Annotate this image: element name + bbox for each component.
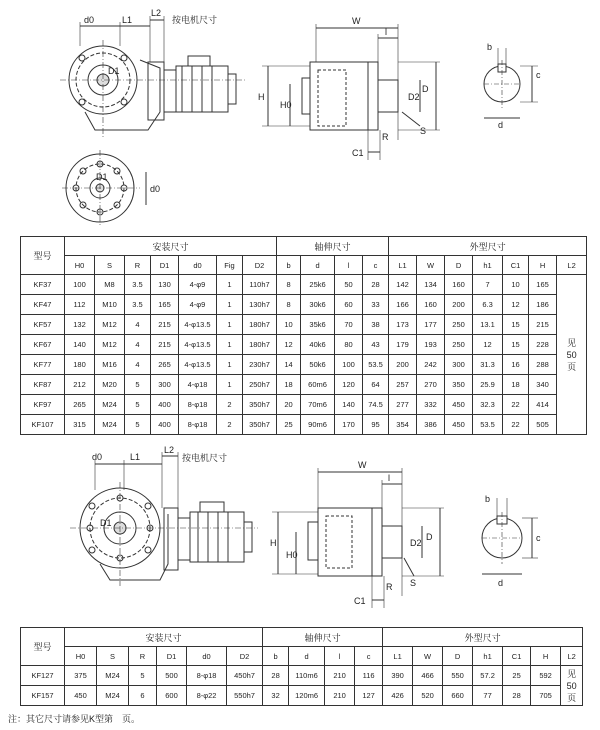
label-d0-2: d0 [92, 452, 103, 462]
table-cell: 28 [503, 686, 531, 706]
label-l: l [385, 27, 387, 37]
table-cell: 265 [151, 355, 179, 375]
table-row [21, 686, 583, 706]
table-cell: 414 [529, 395, 557, 415]
column-header: d0 [179, 256, 217, 275]
table-cell: 505 [529, 415, 557, 435]
table-cell: 332 [417, 395, 445, 415]
model-cell: KF107 [21, 415, 65, 435]
column-header: H0 [65, 647, 97, 666]
table-cell: 60m6 [301, 375, 335, 395]
table-cell: 25 [277, 415, 301, 435]
label-per-motor-2: 按电机尺寸 [182, 453, 228, 463]
table-cell: 300 [151, 375, 179, 395]
table-cell: 426 [383, 686, 413, 706]
table-cell: 100 [65, 275, 95, 295]
table-cell: 450h7 [227, 666, 263, 686]
table-cell: 4 [125, 335, 151, 355]
table-cell: 25 [503, 666, 531, 686]
label-b: b [487, 42, 493, 52]
table-cell: 53.5 [473, 415, 503, 435]
table-cell: 212 [65, 375, 95, 395]
header-outline: 外型尺寸 [389, 237, 587, 256]
table-cell: 250 [445, 335, 473, 355]
header-model-2: 型号 [21, 628, 65, 666]
table-cell: 38 [363, 315, 389, 335]
table-cell: 140 [65, 335, 95, 355]
table-cell: 250 [445, 315, 473, 335]
table-cell: 520 [413, 686, 443, 706]
table-cell: 1 [217, 275, 243, 295]
top-drawing [0, 0, 600, 232]
column-header: d [301, 256, 335, 275]
table-cell: 74.5 [363, 395, 389, 415]
table-cell: 166 [389, 295, 417, 315]
table-cell: 43 [363, 335, 389, 355]
column-header: h1 [473, 647, 503, 666]
label-d-2: d [498, 578, 504, 588]
table-cell: M16 [95, 355, 125, 375]
table-cell: 14 [277, 355, 301, 375]
table-cell: 28 [363, 275, 389, 295]
label-c-2: c [536, 533, 541, 543]
table-cell: 1 [217, 315, 243, 335]
table-row [21, 275, 587, 295]
table-cell: 592 [531, 666, 561, 686]
table-cell: 25k6 [301, 275, 335, 295]
table-cell: 180 [65, 355, 95, 375]
label-d0: d0 [84, 15, 95, 25]
column-header: c [355, 647, 383, 666]
label-W-2: W [358, 460, 367, 470]
table-cell: 10 [277, 315, 301, 335]
table-cell: 2 [217, 395, 243, 415]
label-R-2: R [386, 582, 393, 592]
column-header: C1 [503, 647, 531, 666]
table-cell: 15 [503, 335, 529, 355]
table-cell: 350 [445, 375, 473, 395]
column-header: c [363, 256, 389, 275]
table-cell: 130 [151, 275, 179, 295]
table-cell: 180h7 [243, 335, 277, 355]
table-cell: 5 [125, 375, 151, 395]
table-cell: 265 [65, 395, 95, 415]
table-cell: 28 [263, 666, 289, 686]
column-header: h1 [473, 256, 503, 275]
bottom-drawing-svg [0, 446, 600, 622]
table-cell: M24 [97, 686, 129, 706]
table-row [21, 395, 587, 415]
model-cell: KF67 [21, 335, 65, 355]
table-cell: 40k6 [301, 335, 335, 355]
table-cell: 160 [445, 275, 473, 295]
table-cell: 25.9 [473, 375, 503, 395]
header-mounting: 安装尺寸 [65, 237, 277, 256]
table-cell: 12 [473, 335, 503, 355]
column-header: L2 [561, 647, 583, 666]
label-H-2: H [270, 538, 277, 548]
table-cell: 180h7 [243, 315, 277, 335]
table-cell: 20 [277, 395, 301, 415]
table-cell: 165 [529, 275, 557, 295]
label-D1: D1 [108, 66, 120, 76]
table-cell: 228 [529, 335, 557, 355]
label-R: R [382, 132, 389, 142]
table-cell: M12 [95, 335, 125, 355]
top-drawing-svg [0, 0, 600, 232]
table-cell: 170 [335, 415, 363, 435]
table-cell: 50 [335, 275, 363, 295]
table-cell: 340 [529, 375, 557, 395]
column-header: b [263, 647, 289, 666]
table-cell: 215 [151, 315, 179, 335]
table-cell: 215 [529, 315, 557, 335]
table-cell: M24 [95, 395, 125, 415]
table-cell: 230h7 [243, 355, 277, 375]
table-cell: 8-φ18 [179, 415, 217, 435]
label-L1: L1 [122, 15, 133, 25]
table-cell: 110m6 [289, 666, 325, 686]
table-cell: 15 [503, 315, 529, 335]
table-cell: 5 [125, 395, 151, 415]
table-cell: 77 [473, 686, 503, 706]
table-cell: M8 [95, 275, 125, 295]
column-header: Fig [217, 256, 243, 275]
table-cell: 315 [65, 415, 95, 435]
table-cell: 6 [129, 686, 157, 706]
model-cell: KF57 [21, 315, 65, 335]
bottom-drawing [0, 446, 600, 622]
label-d: d [498, 120, 504, 130]
table-cell: 4 [125, 355, 151, 375]
column-header: W [413, 647, 443, 666]
table-cell: 1 [217, 335, 243, 355]
table-cell: 4-φ9 [179, 275, 217, 295]
see-page-note: 见 50 页 [557, 275, 587, 435]
column-header: C1 [503, 256, 529, 275]
table-cell: 400 [151, 415, 179, 435]
table-cell: 242 [417, 355, 445, 375]
label-H0: H0 [280, 100, 292, 110]
header-shaft-2: 轴伸尺寸 [263, 628, 383, 647]
column-header: D2 [243, 256, 277, 275]
table-cell: 60 [335, 295, 363, 315]
see-page-note: 见 50 页 [561, 666, 583, 706]
table-cell: 132 [65, 315, 95, 335]
table-cell: M12 [95, 315, 125, 335]
table-cell: 400 [151, 395, 179, 415]
table-cell: 660 [443, 686, 473, 706]
table-cell: 5 [125, 415, 151, 435]
column-header: L1 [383, 647, 413, 666]
table-cell: 4-φ9 [179, 295, 217, 315]
label-l-2: l [388, 473, 390, 483]
table-cell: 200 [445, 295, 473, 315]
table-cell: 134 [417, 275, 445, 295]
label-S-2: S [410, 578, 417, 588]
label-H: H [258, 92, 265, 102]
table-cell: 179 [389, 335, 417, 355]
table-cell: 142 [389, 275, 417, 295]
table-cell: 386 [417, 415, 445, 435]
header-mounting-2: 安装尺寸 [65, 628, 263, 647]
table-cell: 70m6 [301, 395, 335, 415]
table-row [21, 415, 587, 435]
model-cell: KF157 [21, 686, 65, 706]
table-cell: 165 [151, 295, 179, 315]
table-cell: 4-φ13.5 [179, 335, 217, 355]
table-cell: 10 [503, 275, 529, 295]
table-cell: 13.1 [473, 315, 503, 335]
table-cell: 8 [277, 275, 301, 295]
column-header: D [445, 256, 473, 275]
table-cell: 354 [389, 415, 417, 435]
table-cell: 186 [529, 295, 557, 315]
table-cell: 127 [355, 686, 383, 706]
column-header: b [277, 256, 301, 275]
table-cell: 112 [65, 295, 95, 315]
label-per-motor: 按电机尺寸 [172, 15, 218, 25]
column-header: S [97, 647, 129, 666]
label-D1-flange: D1 [96, 172, 108, 182]
table-row [21, 315, 587, 335]
table-cell: 215 [151, 335, 179, 355]
table-cell: 22 [503, 395, 529, 415]
table-row [21, 335, 587, 355]
table-cell: 12 [503, 295, 529, 315]
column-header: d0 [187, 647, 227, 666]
table-cell: 210 [325, 666, 355, 686]
column-header: W [417, 256, 445, 275]
table-cell: 250h7 [243, 375, 277, 395]
table-cell: 22 [503, 415, 529, 435]
table-cell: 18 [503, 375, 529, 395]
table-cell: M20 [95, 375, 125, 395]
table-cell: M24 [95, 415, 125, 435]
table-cell: 288 [529, 355, 557, 375]
label-b-2: b [485, 494, 491, 504]
label-S: S [420, 126, 427, 136]
column-header: l [325, 647, 355, 666]
table-cell: 4 [125, 315, 151, 335]
table-cell: 2 [217, 415, 243, 435]
label-W: W [352, 16, 361, 26]
spec-table-1 [20, 236, 587, 435]
model-cell: KF37 [21, 275, 65, 295]
label-d0-flange: d0 [150, 184, 161, 194]
table-cell: 300 [445, 355, 473, 375]
table-cell: 130h7 [243, 295, 277, 315]
table-row [21, 375, 587, 395]
model-cell: KF127 [21, 666, 65, 686]
column-header: D1 [151, 256, 179, 275]
table-cell: 57.2 [473, 666, 503, 686]
label-C1-2: C1 [354, 596, 366, 606]
table-cell: 100 [335, 355, 363, 375]
table-cell: 140 [335, 395, 363, 415]
table-cell: 210 [325, 686, 355, 706]
column-header: D2 [227, 647, 263, 666]
table-cell: 375 [65, 666, 97, 686]
table-cell: 350h7 [243, 415, 277, 435]
table-cell: 277 [389, 395, 417, 415]
table-cell: 35k6 [301, 315, 335, 335]
table-cell: 550h7 [227, 686, 263, 706]
label-C1: C1 [352, 148, 364, 158]
label-D1-2: D1 [100, 518, 112, 528]
table-cell: 4-φ18 [179, 375, 217, 395]
table-cell: 3.5 [125, 295, 151, 315]
table-cell: 64 [363, 375, 389, 395]
table-cell: 32.3 [473, 395, 503, 415]
column-header: H [531, 647, 561, 666]
table-cell: 705 [531, 686, 561, 706]
column-header: H0 [65, 256, 95, 275]
table-cell: 450 [445, 415, 473, 435]
table-cell: 350h7 [243, 395, 277, 415]
column-header: S [95, 256, 125, 275]
table-cell: 160 [417, 295, 445, 315]
table-cell: 16 [503, 355, 529, 375]
label-L2-2: L2 [164, 446, 175, 455]
spec-table-2 [20, 627, 583, 706]
table-cell: 500 [157, 666, 187, 686]
table-cell: 600 [157, 686, 187, 706]
table-cell: 550 [443, 666, 473, 686]
table-cell: M10 [95, 295, 125, 315]
table-cell: 53.5 [363, 355, 389, 375]
table-cell: 8-φ18 [187, 666, 227, 686]
table-cell: 31.3 [473, 355, 503, 375]
table-cell: 1 [217, 295, 243, 315]
table-cell: 95 [363, 415, 389, 435]
label-H0-2: H0 [286, 550, 298, 560]
footnote: 注：其它尺寸请参见K型第 页。 [8, 714, 141, 724]
column-header: l [335, 256, 363, 275]
table-cell: 8-φ22 [187, 686, 227, 706]
label-c: c [536, 70, 541, 80]
table-cell: 466 [413, 666, 443, 686]
table-cell: 7 [473, 275, 503, 295]
table-cell: 177 [417, 315, 445, 335]
model-cell: KF47 [21, 295, 65, 315]
table-cell: 1 [217, 355, 243, 375]
table-row [21, 295, 587, 315]
table-cell: 6.3 [473, 295, 503, 315]
column-header: D1 [157, 647, 187, 666]
column-header: d [289, 647, 325, 666]
column-header: H [529, 256, 557, 275]
table-cell: 173 [389, 315, 417, 335]
column-header: L2 [557, 256, 587, 275]
table-cell: 257 [389, 375, 417, 395]
column-header: L1 [389, 256, 417, 275]
model-cell: KF87 [21, 375, 65, 395]
table-cell: 18 [277, 375, 301, 395]
table-cell: 90m6 [301, 415, 335, 435]
table-cell: 30k6 [301, 295, 335, 315]
table-cell: M24 [97, 666, 129, 686]
table-row [21, 355, 587, 375]
label-D2-2: D2 [410, 538, 422, 548]
column-header: D [443, 647, 473, 666]
table-cell: 12 [277, 335, 301, 355]
label-L1-2: L1 [130, 452, 141, 462]
column-header: R [125, 256, 151, 275]
table-cell: 80 [335, 335, 363, 355]
label-D-2: D [426, 532, 433, 542]
table-cell: 3.5 [125, 275, 151, 295]
label-L2: L2 [151, 8, 162, 18]
table-cell: 5 [129, 666, 157, 686]
table-cell: 200 [389, 355, 417, 375]
table-cell: 4-φ13.5 [179, 315, 217, 335]
table-cell: 70 [335, 315, 363, 335]
header-model: 型号 [21, 237, 65, 275]
label-D2: D2 [408, 92, 420, 102]
table-cell: 32 [263, 686, 289, 706]
table-cell: 120m6 [289, 686, 325, 706]
table-cell: 390 [383, 666, 413, 686]
model-cell: KF97 [21, 395, 65, 415]
table-cell: 270 [417, 375, 445, 395]
table-cell: 1 [217, 375, 243, 395]
model-cell: KF77 [21, 355, 65, 375]
table-cell: 4-φ13.5 [179, 355, 217, 375]
table-cell: 33 [363, 295, 389, 315]
table-cell: 450 [65, 686, 97, 706]
table-cell: 110h7 [243, 275, 277, 295]
table-row [21, 666, 583, 686]
table-cell: 50k6 [301, 355, 335, 375]
header-shaft: 轴伸尺寸 [277, 237, 389, 256]
table-cell: 450 [445, 395, 473, 415]
table-cell: 8 [277, 295, 301, 315]
table-cell: 8-φ18 [179, 395, 217, 415]
table-cell: 193 [417, 335, 445, 355]
table-cell: 116 [355, 666, 383, 686]
column-header: R [129, 647, 157, 666]
label-D: D [422, 84, 429, 94]
header-outline-2: 外型尺寸 [383, 628, 583, 647]
table-cell: 120 [335, 375, 363, 395]
